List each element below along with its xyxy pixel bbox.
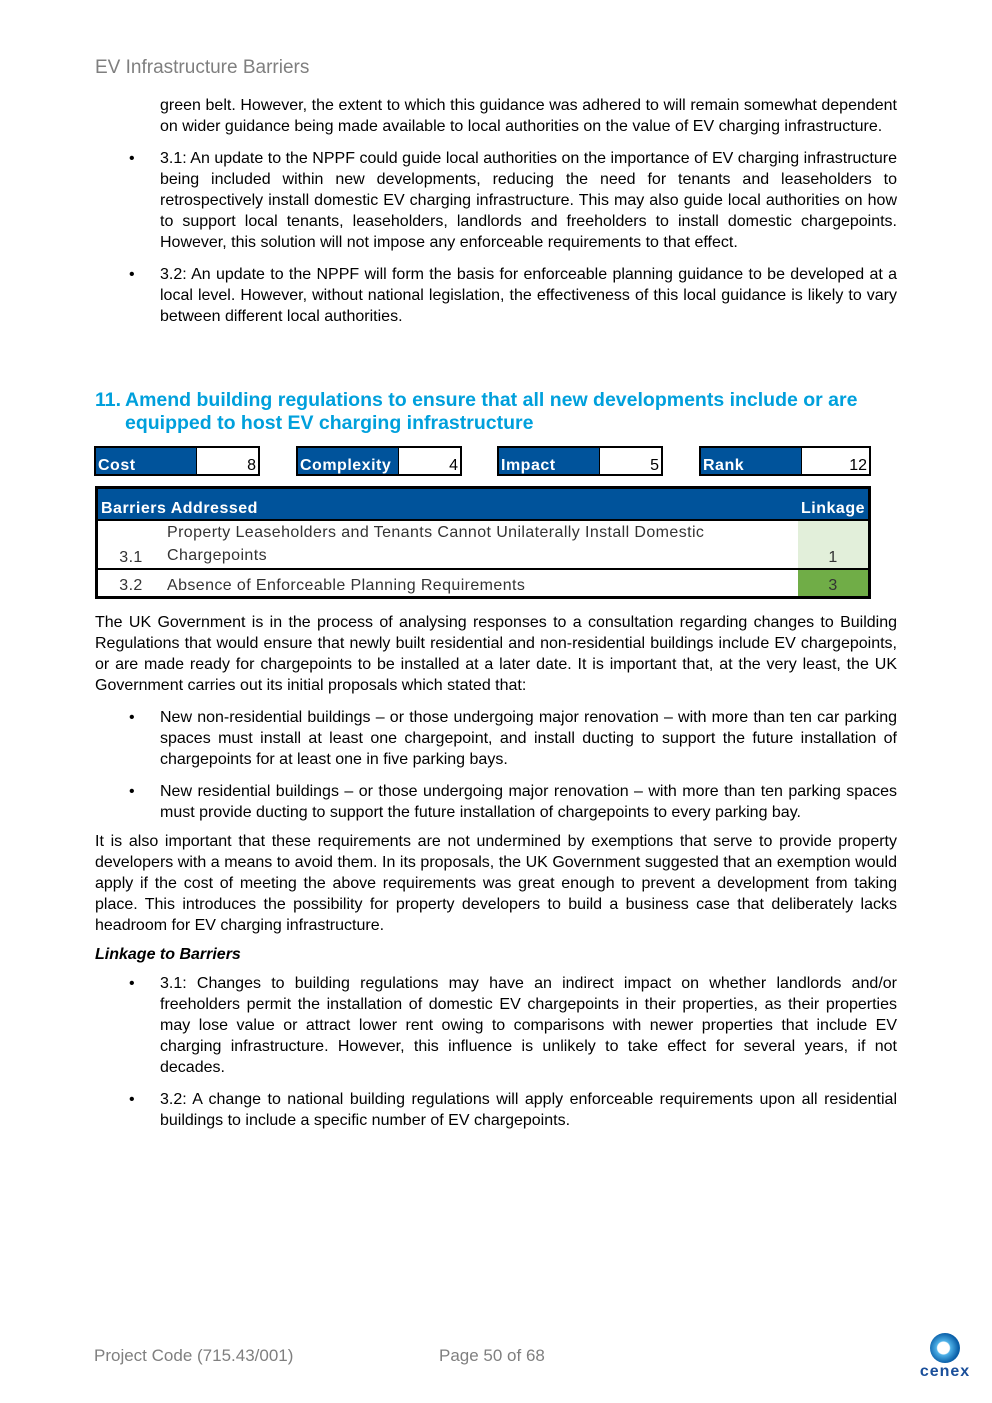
linkage-value: 3: [798, 569, 869, 597]
bullet-text: New residential buildings – or those undergoing major renovation – with more than ten parking spaces must provide ducting to support the future installation of chargepoints to every parking bay.: [160, 783, 897, 821]
bullet-item: [95, 781, 897, 823]
section-title-line2: equipped to host EV charging infrastructure: [125, 412, 534, 434]
section-number: 11.: [95, 389, 122, 411]
score-value: 12: [801, 448, 869, 474]
bullet-text: 3.1: An update to the NPPF could guide local authorities on the importance of EV charging infrastructure being included within new developments, reducing the need for tenants and leaseholders to retrospectively install domestic EV charging infrastructure. This may also guide local authorities on how to support local tenants, leaseholders, landlords and freeholders to install domestic chargepoints. However, this solution will not impose any enforceable requirements to that effect.: [160, 150, 897, 251]
project-code: Project Code (715.43/001): [94, 1346, 294, 1365]
paragraph: The UK Government is in the process of analysing responses to a consultation regarding changes to Building Regulations that would ensure that newly built residential and non-residential buildings include EV chargepoints, or are made ready for chargepoints to be installed at a later date. It is important that, at the very least, the UK Government carries out its initial proposals which stated that:: [95, 614, 897, 694]
bullet-icon: •: [129, 975, 135, 992]
bullet-item: [95, 264, 897, 327]
bullet-text: 3.2: A change to national building regulations will apply enforceable requirements upon all residential buildings to include a specific number of EV chargepoints.: [160, 1091, 897, 1129]
score-label: Rank: [701, 448, 801, 474]
cenex-logo: [918, 1333, 972, 1381]
linkage-value: 1: [798, 520, 869, 569]
body-section: [95, 612, 897, 1131]
bullet-item: [95, 1089, 897, 1131]
running-header: EV Infrastructure Barriers: [95, 57, 310, 78]
page-number: Page 50 of 68: [439, 1346, 545, 1365]
score-value: 4: [398, 448, 460, 474]
bullet-icon: •: [129, 783, 135, 800]
paragraph: It is also important that these requirements are not undermined by exemptions that serve to provide property developers with a means to avoid them. In its proposals, the UK Government suggested that an exemption would apply if the cost of meeting the above requirements was great enough to prevent a development from taking place. This introduces the possibility for property developers to build a business case that deliberately lacks headroom for EV charging infrastructure.: [95, 833, 897, 934]
bullet-icon: •: [129, 1091, 135, 1108]
logo-text: cenex: [919, 1363, 971, 1380]
section-heading: [95, 389, 895, 435]
logo-swirl-icon: [930, 1333, 960, 1363]
barrier-code: 3.2: [97, 569, 165, 597]
score-label: Complexity: [298, 448, 398, 474]
section-title-line1: Amend building regulations to ensure that all new developments include or are: [125, 389, 858, 411]
bullet-icon: •: [129, 150, 135, 167]
intro-continuation: green belt. However, the extent to which this guidance was adhered to will remain somewhat dependent on wider guidance being made available to local authorities on the value of EV charging infrastructure.: [160, 97, 897, 135]
bullet-text: 3.1: Changes to building regulations may have an indirect impact on whether landlords and/or freeholders permit the installation of domestic EV chargepoints in their properties, as their properties may lose value or attract lower rent owing to comparisons with newer properties that include EV charging infrastructure. However, this influence is unlikely to take effect for several years, if not decades.: [160, 975, 897, 1076]
barrier-text: Absence of Enforceable Planning Requirements: [164, 569, 798, 597]
score-complexity: [296, 446, 462, 476]
table-row: [97, 520, 870, 569]
bullet-text: New non-residential buildings – or those undergoing major renovation – with more than ten car parking spaces must install at least one chargepoint, and install ducting to support the future installation of chargepoints for at least one in five parking bays.: [160, 709, 897, 768]
linkage-header: Linkage: [798, 488, 869, 521]
score-cost: [94, 446, 260, 476]
barriers-table: [95, 486, 871, 599]
barrier-text: Property Leaseholders and Tenants Cannot Unilaterally Install Domestic Chargepoints: [164, 520, 798, 569]
bullet-text: 3.2: An update to the NPPF will form the basis for enforceable planning guidance to be developed at a local level. However, without national legislation, the effectiveness of this local guidance is likely to vary between different local authorities.: [160, 266, 897, 325]
bullet-item: [95, 148, 897, 253]
table-row: [97, 569, 870, 597]
score-value: 5: [599, 448, 661, 474]
score-impact: [497, 446, 663, 476]
score-label: Impact: [499, 448, 599, 474]
barrier-code: 3.1: [97, 520, 165, 569]
score-label: Cost: [96, 448, 196, 474]
bullet-icon: •: [129, 709, 135, 726]
barriers-header: Barriers Addressed: [97, 488, 799, 521]
score-value: 8: [196, 448, 258, 474]
bullet-item: [95, 707, 897, 770]
bullet-item: [95, 973, 897, 1078]
bullet-icon: •: [129, 266, 135, 283]
top-section: [95, 95, 897, 327]
score-rank: [699, 446, 871, 476]
linkage-heading: Linkage to Barriers: [95, 946, 241, 963]
